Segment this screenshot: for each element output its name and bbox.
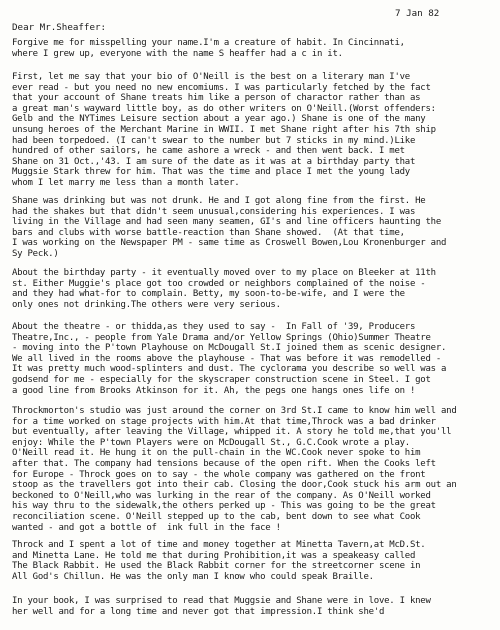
paragraph-minetta-tavern: Throck and I spent a lot of time and money together at Minetta Tavern,at McD.St. and Minetta Lane. He told me that during Prohibition,it was a speakeasy called The Black Rabbit. He used the Black Rabbit corner for the streetcorner scene in All God's Chillun. He was the only man I know who could speak Braille. (12, 540, 426, 582)
letter-date: 7 Jan 82 (395, 8, 440, 19)
paragraph-forgive: Forgive me for misspelling your name.I'm a creature of habit. In Cincinnati, where I grew up, everyone with the name S heaffer had a c in it. (12, 38, 405, 59)
paragraph-shane-drinking: Shane was drinking but was not drunk. He and I got along fine from the first. He had the shakes but that didn't seem unusual,considering his experiences. I was living in the Village and had seen many seamen, GI's and line officers haunting the bars and clubs with worse battle-reaction than Shane showed. (At that time, I was working on the Newspaper PM - same time as Croswell Bowen,Lou Kronenburger and Sy Peck.) (12, 196, 447, 259)
paragraph-theatre: About the theatre - or thidda,as they used to say - In Fall of '39, Producers Theatre,Inc., - people from Yale Drama and/or Yellow Springs (Ohio)Summer Theatre - moving into the P'town Playhouse on McDougall St.I joined them as scenic designer. We all lived in the rooms above the playhouse - That was before it was remodelled - It was pretty much wood-splinters and dust. The cyclorama you describe so well was a godsend for me - especially for the skyscraper construction scene in Steel. I got a good line from Brooks Atkinson for it. Ah, the pegs one hangs ones life on ! (12, 322, 447, 396)
paragraph-throckmorton: Throckmorton's studio was just around the corner on 3rd St.I came to know him well and for a time worked on stage projects with him.At that time,Throck was a bad drinker but eventually, after leaving the Village, whipped it. A story he told me,that you'll enjoy: While the P'town Players were on McDougall St., G.C.Cook wrote a play. O'Neill read it. He hung it on the pull-chain in the WC.Cook never spoke to him after that. The company had tensions because of the open rift. When the Cooks left for Europe - Throck goes on to say - the whole company was gathered on the front stoop as the travellers got into their cab. Closing the door,Cook stuck his arm out an beckoned to O'Neill,who was lurking in the rear of the company. As O'Neill worked his way thru to the sidewalk,the others perked up - This was going to be the great reconciliation scene. O'Neill stepped up to the cab, bent down to see what Cook wanted - and got a bottle of ink full in the face ! (12, 406, 457, 533)
paragraph-muggsie: In your book, I was surprised to read that Muggsie and Shane were in love. I knew her well and for a long time and never got that impression.I think she'd (12, 596, 431, 617)
salutation: Dear Mr.Sheaffer: (12, 22, 107, 33)
paragraph-bio-praise: First, let me say that your bio of O'Neill is the best on a literary man I've ever read - but you need no new encomiums. I was particularly fetched by the fact that your account of Shane treats him like a person of charactor rather than as a great man's wayward little boy, as do other writers on O'Neill.(Worst offenders: Gelb and the NYTimes Leisure section about a year ago.) Shane is one of the many unsung heroes of the Merchant Marine in WWII. I met Shane right after his 7th ship had been torpedoed. (I can't swear to the number but 7 sticks in my mind.)Like hundred of other sailors, he came ashore a wreck - and then went back. I met Shane on 31 Oct.,'43. I am sure of the date as it was at a birthday party that Muggsie Stark threw for him. That was the time and place I met the young lady whom I let marry me less than a month later. (12, 72, 436, 188)
paragraph-birthday-party: About the birthday party - it eventually moved over to my place on Bleeker at 11th st. Either Muggie's place got too crowded or neighbors complained of the noise - and they had what-for to complain. Betty, my soon-to-be-wife, and I were the only ones not drinking.The others were very serious. (12, 268, 436, 310)
